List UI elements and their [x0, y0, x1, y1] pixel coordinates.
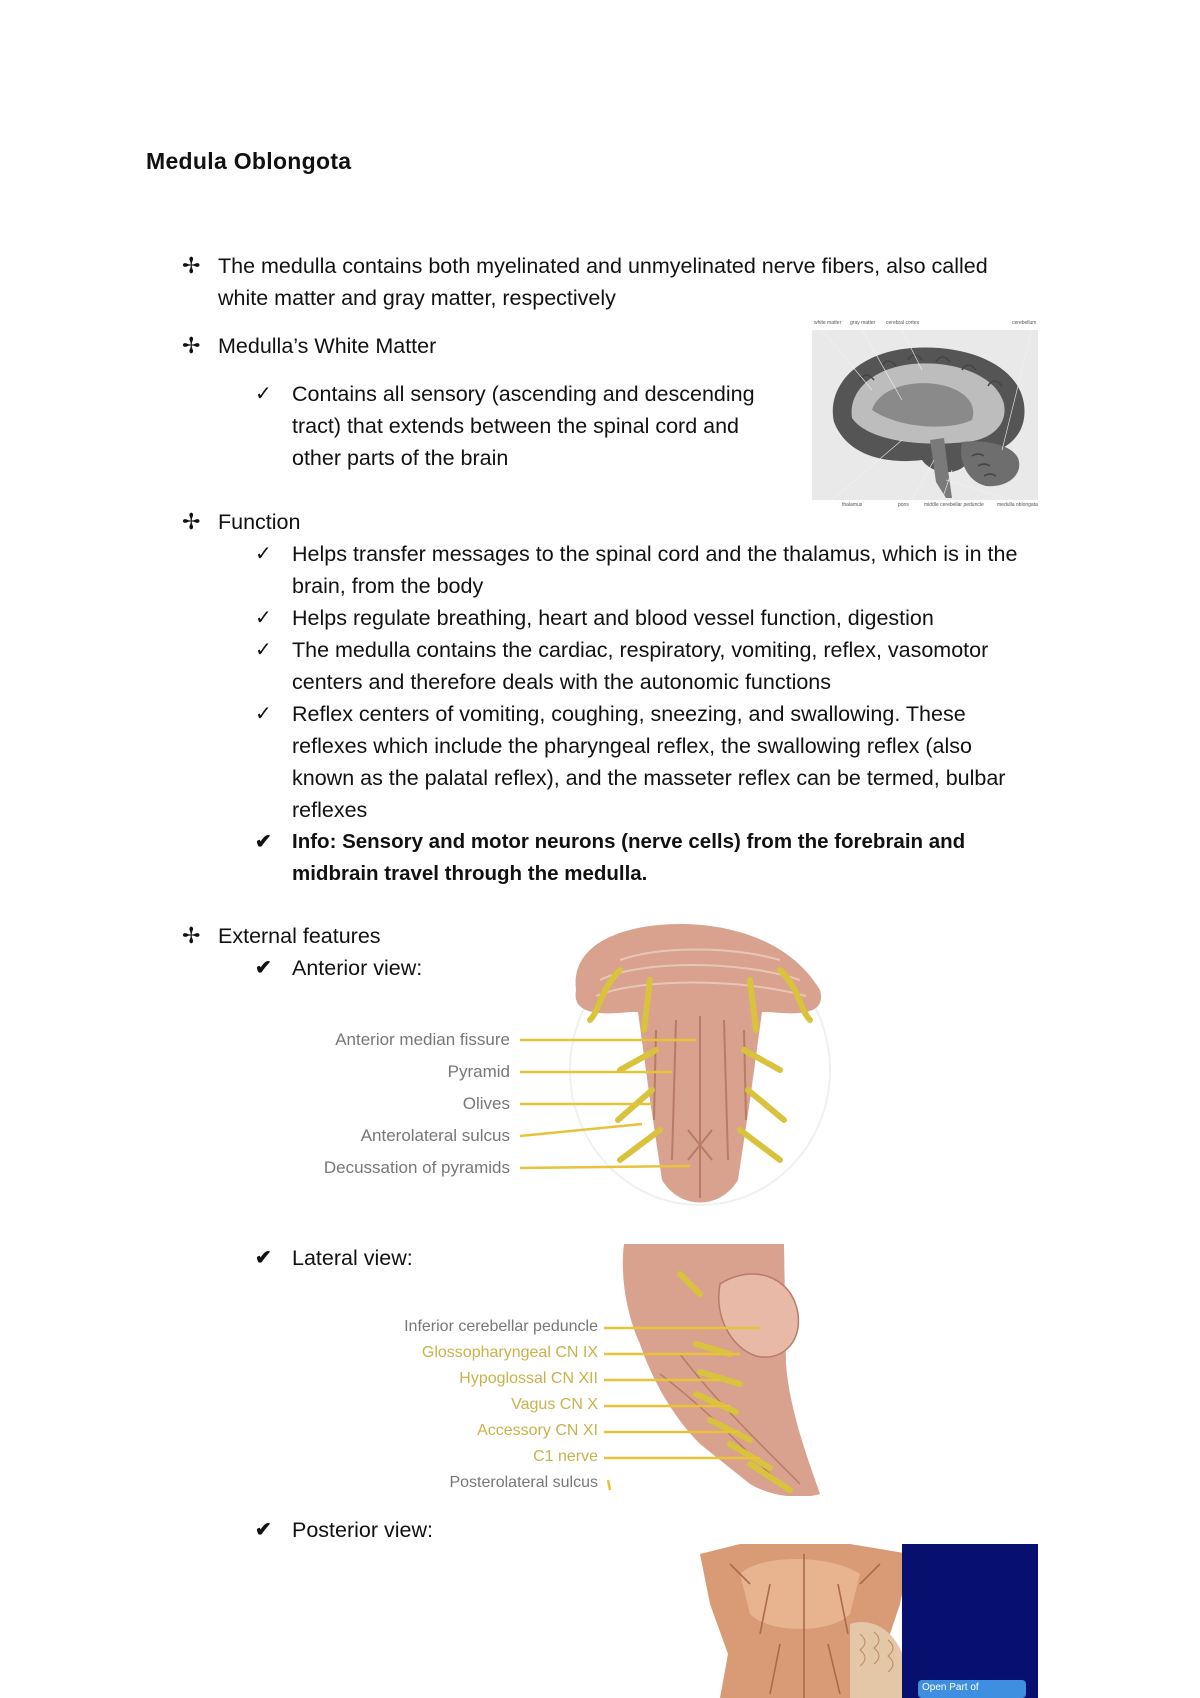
- figure-label: thalamus: [842, 502, 863, 508]
- posterior-view-figure: [700, 1544, 1038, 1698]
- lateral-label: Inferior cerebellar peduncle: [404, 1318, 598, 1335]
- bullet-icon: ✢: [182, 333, 201, 358]
- brain-photo: [812, 330, 1038, 500]
- function-item-4-line-4: reflexes: [292, 798, 368, 822]
- white-matter-line-2: tract) that extends between the spinal cord and: [292, 414, 739, 438]
- anterior-label: Pyramid: [447, 1062, 510, 1081]
- function-item-4-line-3: known as the palatal reflex), and the masseter reflex can be termed, bulbar: [292, 766, 1006, 790]
- function-item-4-line-2: reflexes which include the pharyngeal reflex, the swallowing reflex (also: [292, 734, 972, 758]
- function-item-4-line-1: Reflex centers of vomiting, coughing, sneezing, and swallowing. These: [292, 702, 966, 726]
- anterior-label: Anterolateral sulcus: [360, 1126, 510, 1145]
- function-heading: Function: [218, 510, 301, 534]
- figure-label: white matter: [814, 320, 842, 326]
- lateral-label: C1 nerve: [533, 1448, 598, 1465]
- function-item-3-line-2: centers and therefore deals with the autonomic functions: [292, 670, 832, 694]
- lateral-view-heading: Lateral view:: [292, 1246, 413, 1270]
- check-icon: ✔: [255, 831, 272, 853]
- white-matter-line-3: other parts of the brain: [292, 446, 509, 470]
- posterior-panel-text: Open Part of: [922, 1682, 979, 1693]
- check-icon: ✓: [255, 607, 272, 629]
- function-item-3-line-1: The medulla contains the cardiac, respiratory, vomiting, reflex, vasomotor: [292, 638, 989, 662]
- bullet-icon: ✢: [182, 253, 201, 278]
- white-matter-line-1: Contains all sensory (ascending and descending: [292, 382, 755, 406]
- lateral-view-figure: [400, 1244, 830, 1496]
- figure-label: cerebellum: [1012, 320, 1037, 326]
- bullet-icon: ✢: [182, 509, 201, 534]
- check-icon: ✔: [255, 1247, 272, 1269]
- lateral-label: Hypoglossal CN XII: [459, 1370, 598, 1387]
- figure-label: medulla oblongata: [997, 502, 1038, 508]
- function-item-2-line-1: Helps regulate breathing, heart and blood vessel function, digestion: [292, 606, 934, 630]
- anterior-label: Olives: [462, 1094, 510, 1113]
- anterior-view-heading: Anterior view:: [292, 956, 423, 980]
- check-icon: ✓: [255, 639, 272, 661]
- page-title: Medula Oblongota: [146, 148, 352, 174]
- lateral-label: Accessory CN XI: [477, 1422, 598, 1439]
- lateral-label: Glossopharyngeal CN IX: [421, 1344, 598, 1361]
- function-item-1-line-2: brain, from the body: [292, 574, 484, 598]
- figure-label: cerebral cortex: [886, 320, 920, 326]
- check-icon: ✔: [255, 1519, 272, 1541]
- anterior-label: Anterior median fissure: [335, 1030, 510, 1049]
- figure-label: pons: [898, 502, 909, 508]
- brain-sagittal-figure: [812, 320, 1038, 508]
- bullet-icon: ✢: [182, 923, 201, 948]
- function-item-5-line-1: Info: Sensory and motor neurons (nerve cells) from the forebrain and: [292, 830, 966, 853]
- lateral-label: Posterolateral sulcus: [449, 1474, 598, 1491]
- check-icon: ✔: [255, 957, 272, 979]
- lateral-label: Vagus CN X: [511, 1396, 598, 1413]
- figure-label: middle cerebellar peduncle: [924, 502, 984, 508]
- check-icon: ✓: [255, 383, 272, 405]
- check-icon: ✓: [255, 543, 272, 565]
- intro-line-2: white matter and gray matter, respectively: [218, 286, 616, 310]
- external-heading: External features: [218, 924, 381, 948]
- white-matter-heading: Medulla’s White Matter: [218, 334, 437, 358]
- brain-illustration: [812, 330, 1038, 500]
- posterior-view-heading: Posterior view:: [292, 1518, 433, 1542]
- check-icon: ✓: [255, 703, 272, 725]
- anterior-label: Decussation of pyramids: [323, 1158, 510, 1177]
- anterior-view-figure: [300, 920, 840, 1210]
- intro-line-1: The medulla contains both myelinated and unmyelinated nerve fibers, also called: [218, 254, 988, 278]
- function-item-1-line-1: Helps transfer messages to the spinal cord and the thalamus, which is in the: [292, 542, 1018, 566]
- figure-label: gray matter: [850, 320, 876, 326]
- function-item-5-line-2: midbrain travel through the medulla.: [292, 862, 648, 885]
- posterior-medulla-illustration: [700, 1544, 1038, 1698]
